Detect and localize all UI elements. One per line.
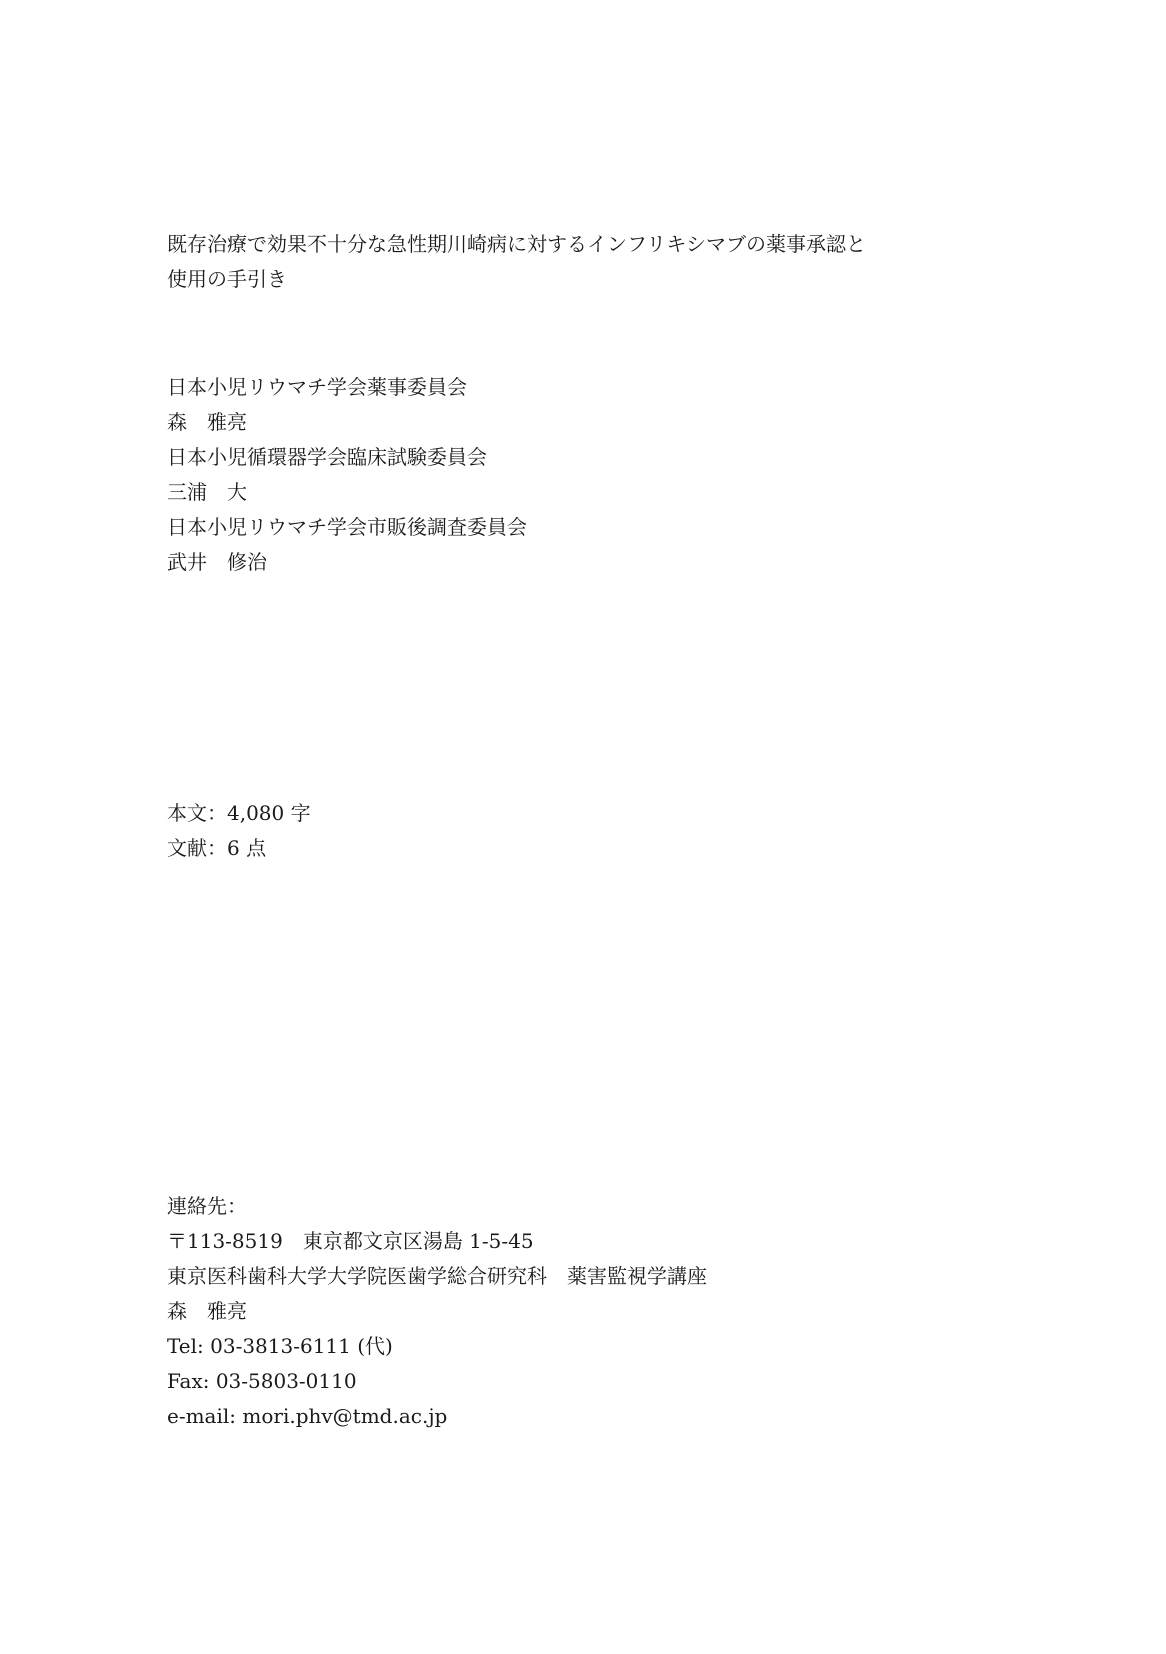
contact-email: e-mail: mori.phv@tmd.ac.jp	[167, 1404, 448, 1428]
author-list	[167, 370, 1047, 580]
body-text-count: 本文：4,080 字	[167, 801, 311, 825]
manuscript-counts	[167, 796, 1047, 866]
author-affiliation: 日本小児循環器学会臨床試験委員会	[167, 445, 487, 469]
title-line-2: 使用の手引き	[167, 267, 287, 291]
contact-fax: Fax: 03-5803-0110	[167, 1369, 357, 1393]
author-affiliation: 日本小児リウマチ学会薬事委員会	[167, 375, 467, 399]
reference-count: 文献：6 点	[167, 836, 267, 860]
contact-label: 連絡先：	[167, 1194, 247, 1218]
contact-tel: Tel: 03-3813-6111 (代)	[167, 1334, 393, 1358]
contact-address: 〒113-8519 東京都文京区湯島 1-5-45	[167, 1229, 534, 1253]
title-line-1: 既存治療で効果不十分な急性期川崎病に対するインフリキシマブの薬事承認と	[167, 232, 866, 256]
author-affiliation: 日本小児リウマチ学会市販後調査委員会	[167, 515, 527, 539]
contact-name: 森 雅亮	[167, 1299, 247, 1323]
document-title	[167, 227, 1047, 297]
contact-institution: 東京医科歯科大学大学院医歯学総合研究科 薬害監視学講座	[167, 1264, 707, 1288]
contact-info	[167, 1189, 1047, 1434]
author-name: 三浦 大	[167, 480, 247, 504]
author-name: 武井 修治	[167, 550, 267, 574]
author-name: 森 雅亮	[167, 410, 247, 434]
